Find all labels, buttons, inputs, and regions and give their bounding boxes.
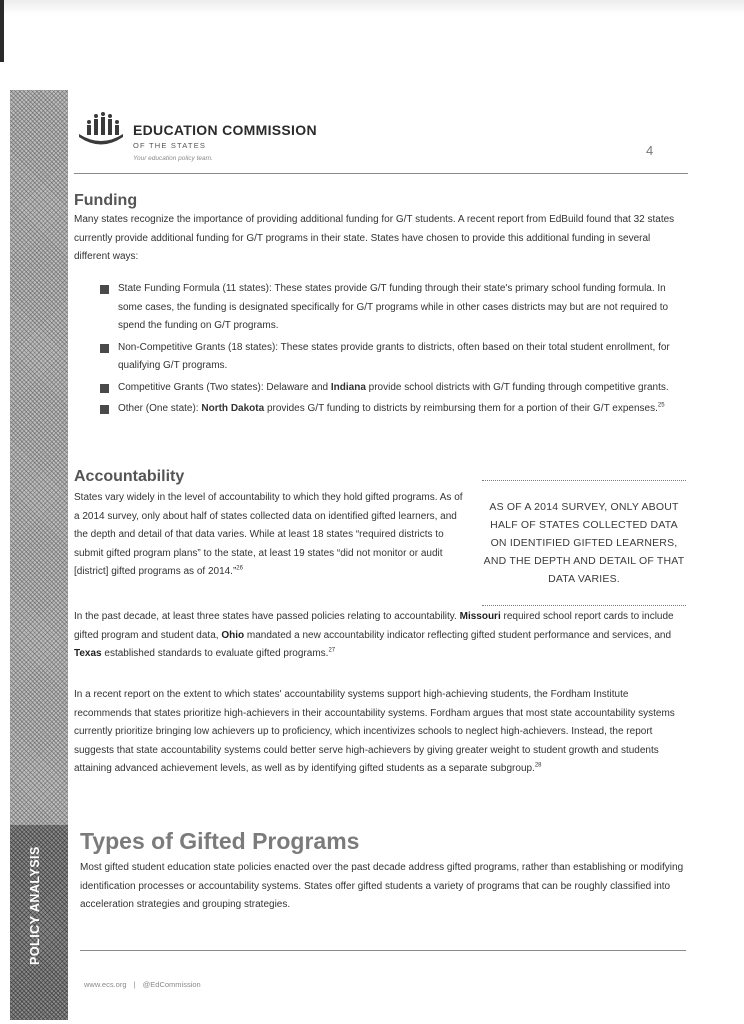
footer-divider bbox=[80, 950, 686, 951]
state-indiana: Indiana bbox=[330, 381, 366, 393]
types-paragraph: Most gifted student education state policies enacted over the past decade address gifted programs, rather than establishing or modifying identification processes or accountability systems. States offer gifted students a variety of programs that can be roughly classified into acceleration strategies and grouping strategies. bbox=[80, 862, 684, 910]
bullet-text: Non-Competitive Grants (18 states): These states provide grants to districts, often based on their total student enrollment, for qualifying G/T programs. bbox=[118, 341, 670, 371]
footer-handle: @EdCommission bbox=[142, 980, 201, 989]
scan-edge bbox=[0, 0, 4, 62]
footer-website: www.ecs.org bbox=[84, 980, 127, 989]
accountability-para-1: States vary widely in the level of accountability to which they hold gifted programs. As of a 2014 survey, only about half of states collected data on identified gifted learners, and the depth and detail of that data varies. While at least 18 states “required districts to submit gifted program plans” to the state, at least 19 states “did not monitor or audit [district] gifted programs as of 2014.”$^{26}$ bbox=[74, 492, 463, 577]
funding-intro: Many states recognize the importance of providing additional funding for G/T students. A recent report from EdBuild found that 32 states currently provide additional funding for G/T programs in their state. States have chosen to provide this additional funding in several different ways: bbox=[74, 214, 675, 262]
footer bbox=[84, 980, 201, 989]
list-item: Competitive Grants (Two states): Delaware and Indiana provide school districts with G/T funding through competitive grants. bbox=[100, 379, 690, 398]
footnote-ref: 26 bbox=[236, 565, 243, 572]
header-divider bbox=[74, 173, 688, 174]
accountability-para-3: In a recent report on the extent to which states' accountability systems support high-achieving students, the Fordham Institute recommends that states prioritize high-achievers in their accountability systems. Fordham argues that most state accountability systems currently prioritize bringing low achievers up to proficiency, which incentivizes schools to neglect high-achievers. Instead, the report suggests that state accountability systems could better serve high-achievers by giving greater weight to student growth and students attaining advanced achievement levels, as well as by identifying gifted students as a separate subgroup.$^{28}$ bbox=[74, 689, 675, 774]
funding-heading: Funding bbox=[74, 192, 138, 209]
footer-separator: | bbox=[133, 980, 136, 989]
funding-bullets bbox=[100, 280, 690, 422]
list-item bbox=[100, 280, 690, 336]
ecs-logo-icon bbox=[76, 106, 126, 154]
state-texas: Texas bbox=[74, 648, 102, 659]
org-subtitle: OF THE STATES bbox=[133, 141, 207, 150]
org-tagline: Your education policy team. bbox=[133, 155, 213, 162]
bullet-square-icon bbox=[100, 344, 109, 353]
page-number: 4 bbox=[646, 143, 654, 158]
bullet-square-icon bbox=[100, 384, 109, 393]
accountability-heading: Accountability bbox=[74, 468, 185, 485]
state-north-dakota: North Dakota bbox=[201, 403, 265, 414]
pull-quote-text: AS OF A 2014 SURVEY, ONLY ABOUT HALF OF STATES COLLECTED DATA ON IDENTIFIED GIFTED LEARNERS, AND THE DEPTH AND DETAIL OF THAT DATA VARIES. bbox=[483, 501, 685, 585]
bullet-square-icon bbox=[100, 285, 109, 294]
list-item bbox=[100, 339, 690, 376]
list-item: Other (One state): North Dakota provides G/T funding to districts by reimbursing them for a portion of their G/T expenses.$^{25}$ bbox=[100, 400, 690, 419]
bullet-text: State Funding Formula (11 states): These states provide G/T funding through their state's primary school funding formula. In some cases, the funding is designated specifically for G/T programs while in other cases districts may but are not required to spend the funding on G/T programs. bbox=[118, 283, 669, 331]
org-name: EDUCATION COMMISSION bbox=[133, 122, 317, 138]
pull-quote bbox=[482, 480, 686, 606]
state-missouri: Missouri bbox=[459, 611, 501, 622]
types-heading: Types of Gifted Programs bbox=[80, 828, 360, 854]
bullet-square-icon bbox=[100, 405, 109, 414]
footnote-ref: 28 bbox=[534, 762, 542, 769]
accountability-para-2: In the past decade, at least three states have passed policies relating to accountability. Missouri required school report cards to include gifted program and student data, Ohio mandated a new accountability indicator reflecting gifted student performance and services, and Texas established standards to evaluate gifted programs.$^{27}$ bbox=[74, 611, 674, 659]
side-label: POLICY ANALYSIS bbox=[28, 846, 42, 965]
scan-shadow bbox=[0, 0, 744, 14]
footnote-ref: 25 bbox=[657, 402, 665, 409]
footnote-ref: 27 bbox=[328, 647, 336, 654]
state-ohio: Ohio bbox=[221, 629, 245, 641]
